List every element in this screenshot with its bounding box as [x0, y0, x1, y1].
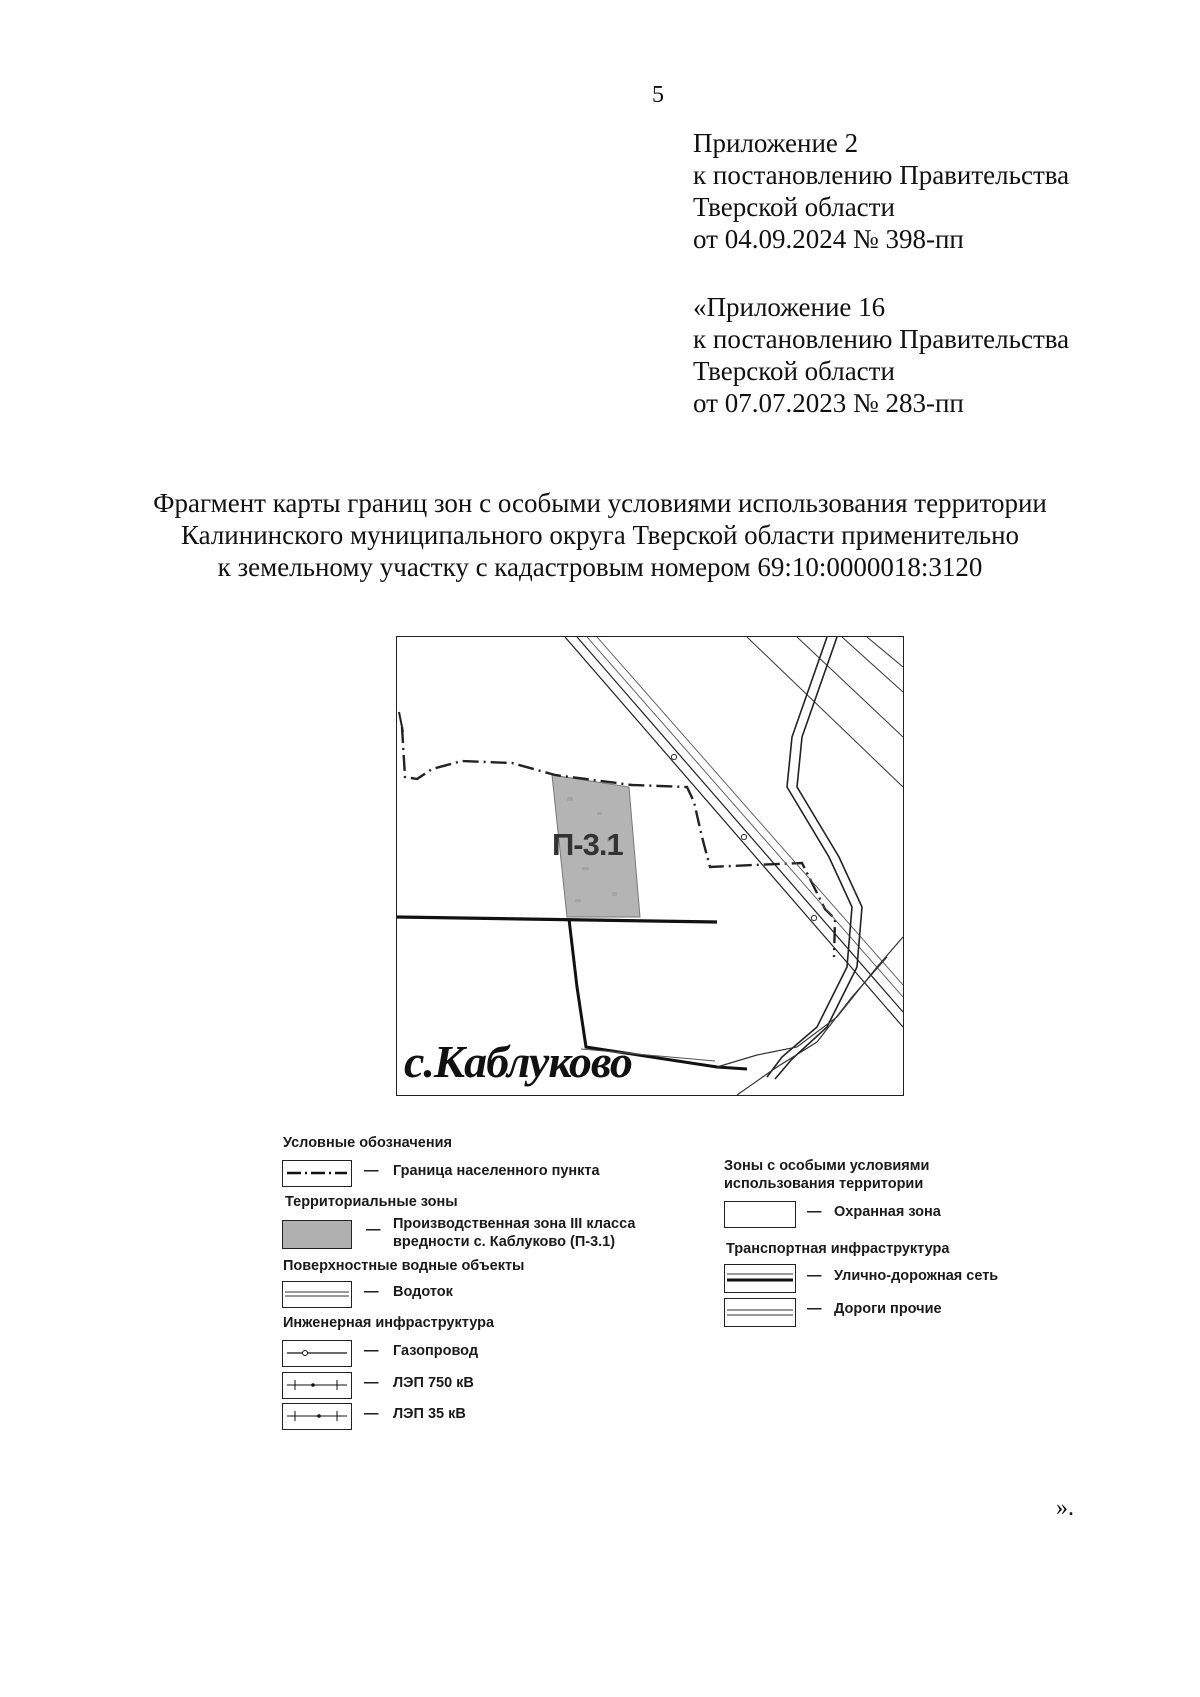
appendix-line: Приложение 2	[693, 128, 859, 158]
legend-label-other-roads: Дороги прочие	[834, 1301, 942, 1317]
lep35-symbol	[283, 1404, 351, 1429]
legend-label-watercourse: Водоток	[393, 1284, 453, 1300]
legend-symbol-industrial	[282, 1220, 352, 1249]
legend-label-industrial-2: вредности с. Каблуково (П-3.1)	[393, 1234, 616, 1250]
legend-symbol-watercourse	[282, 1281, 352, 1308]
legend-dash: —	[364, 1343, 379, 1359]
title-line: Фрагмент карты границ зон с особыми условиями использования территории	[153, 488, 1047, 518]
document-title	[150, 487, 1050, 583]
appendix-header-current	[693, 127, 1069, 255]
appendix-line: от 04.09.2024 № 398-пп	[693, 224, 964, 254]
legend-dash: —	[364, 1163, 379, 1179]
legend-dash: —	[364, 1375, 379, 1391]
legend-symbol-street	[724, 1264, 796, 1293]
corridor-line	[587, 637, 903, 997]
legend-subheading-zones: Территориальные зоны	[285, 1194, 458, 1210]
legend-label-lep35: ЛЭП 35 кВ	[393, 1406, 466, 1422]
map-drawing	[397, 637, 903, 1095]
legend-subheading-water: Поверхностные водные объекты	[283, 1258, 525, 1274]
legend-symbol-other-roads	[724, 1298, 796, 1327]
legend-symbol-gas	[282, 1340, 352, 1367]
corridor-line-ne	[747, 637, 903, 787]
legend-dash: —	[366, 1222, 381, 1238]
legend-subheading-transport: Транспортная инфраструктура	[726, 1241, 950, 1257]
zone-label: П-3.1	[552, 827, 623, 862]
south-road	[737, 957, 887, 1095]
corridor-line-ne	[842, 637, 903, 692]
legend-dash: —	[364, 1284, 379, 1300]
settlement-label: с.Каблуково	[404, 1036, 632, 1087]
legend-dash: —	[807, 1301, 822, 1317]
appendix-header-original	[693, 291, 1069, 419]
corridor-line-ne	[867, 637, 903, 667]
title-line: к земельному участку с кадастровым номером 69:10:0000018:3120	[217, 552, 983, 582]
legend-subheading-special-1: Зоны с особыми условиями	[724, 1158, 930, 1174]
legend-label-protection: Охранная зона	[834, 1204, 941, 1220]
street-road-main	[397, 917, 717, 922]
legend-dash: —	[807, 1268, 822, 1284]
legend-label-industrial-1: Производственная зона III класса	[393, 1216, 636, 1232]
map-fragment	[396, 636, 904, 1096]
street-symbol	[725, 1265, 795, 1292]
corridor-line	[597, 637, 903, 985]
boundary-symbol	[283, 1161, 351, 1186]
legend-heading: Условные обозначения	[283, 1135, 452, 1151]
appendix-line: к постановлению Правительства	[693, 160, 1070, 190]
gas-pipeline-symbol	[283, 1341, 351, 1366]
legend-symbol-boundary	[282, 1160, 352, 1187]
legend-label-boundary: Граница населенного пункта	[393, 1163, 600, 1179]
appendix-line: «Приложение 16	[693, 292, 886, 322]
highway-curve	[775, 637, 862, 1079]
legend-symbol-lep35	[282, 1403, 352, 1430]
appendix-line: к постановлению Правительства	[693, 324, 1070, 354]
legend-symbol-protection	[724, 1201, 796, 1228]
appendix-line: Тверской области	[693, 356, 895, 386]
south-road	[717, 937, 903, 1067]
title-line: Калининского муниципального округа Тверской области применительно	[180, 520, 1020, 550]
watercourse-symbol	[283, 1282, 351, 1307]
appendix-line: от 07.07.2023 № 283-пп	[693, 388, 964, 418]
legend-label-lep750: ЛЭП 750 кВ	[393, 1375, 474, 1391]
corridor-line-ne	[797, 637, 903, 737]
legend-label-gas: Газопровод	[393, 1343, 479, 1359]
legend-subheading-special-2: использования территории	[724, 1176, 924, 1192]
legend-symbol-lep750	[282, 1372, 352, 1399]
legend-subheading-engineering: Инженерная инфраструктура	[283, 1315, 495, 1331]
closing-quote-mark: ».	[1056, 1495, 1074, 1521]
appendix-line: Тверской области	[693, 192, 895, 222]
legend-dash: —	[364, 1406, 379, 1422]
page-number: 5	[652, 82, 664, 108]
lep750-symbol	[283, 1373, 351, 1398]
legend-label-street: Улично-дорожная сеть	[834, 1268, 999, 1284]
other-roads-symbol	[725, 1299, 795, 1326]
legend-dash: —	[807, 1204, 822, 1220]
power-line-markers	[671, 754, 816, 920]
